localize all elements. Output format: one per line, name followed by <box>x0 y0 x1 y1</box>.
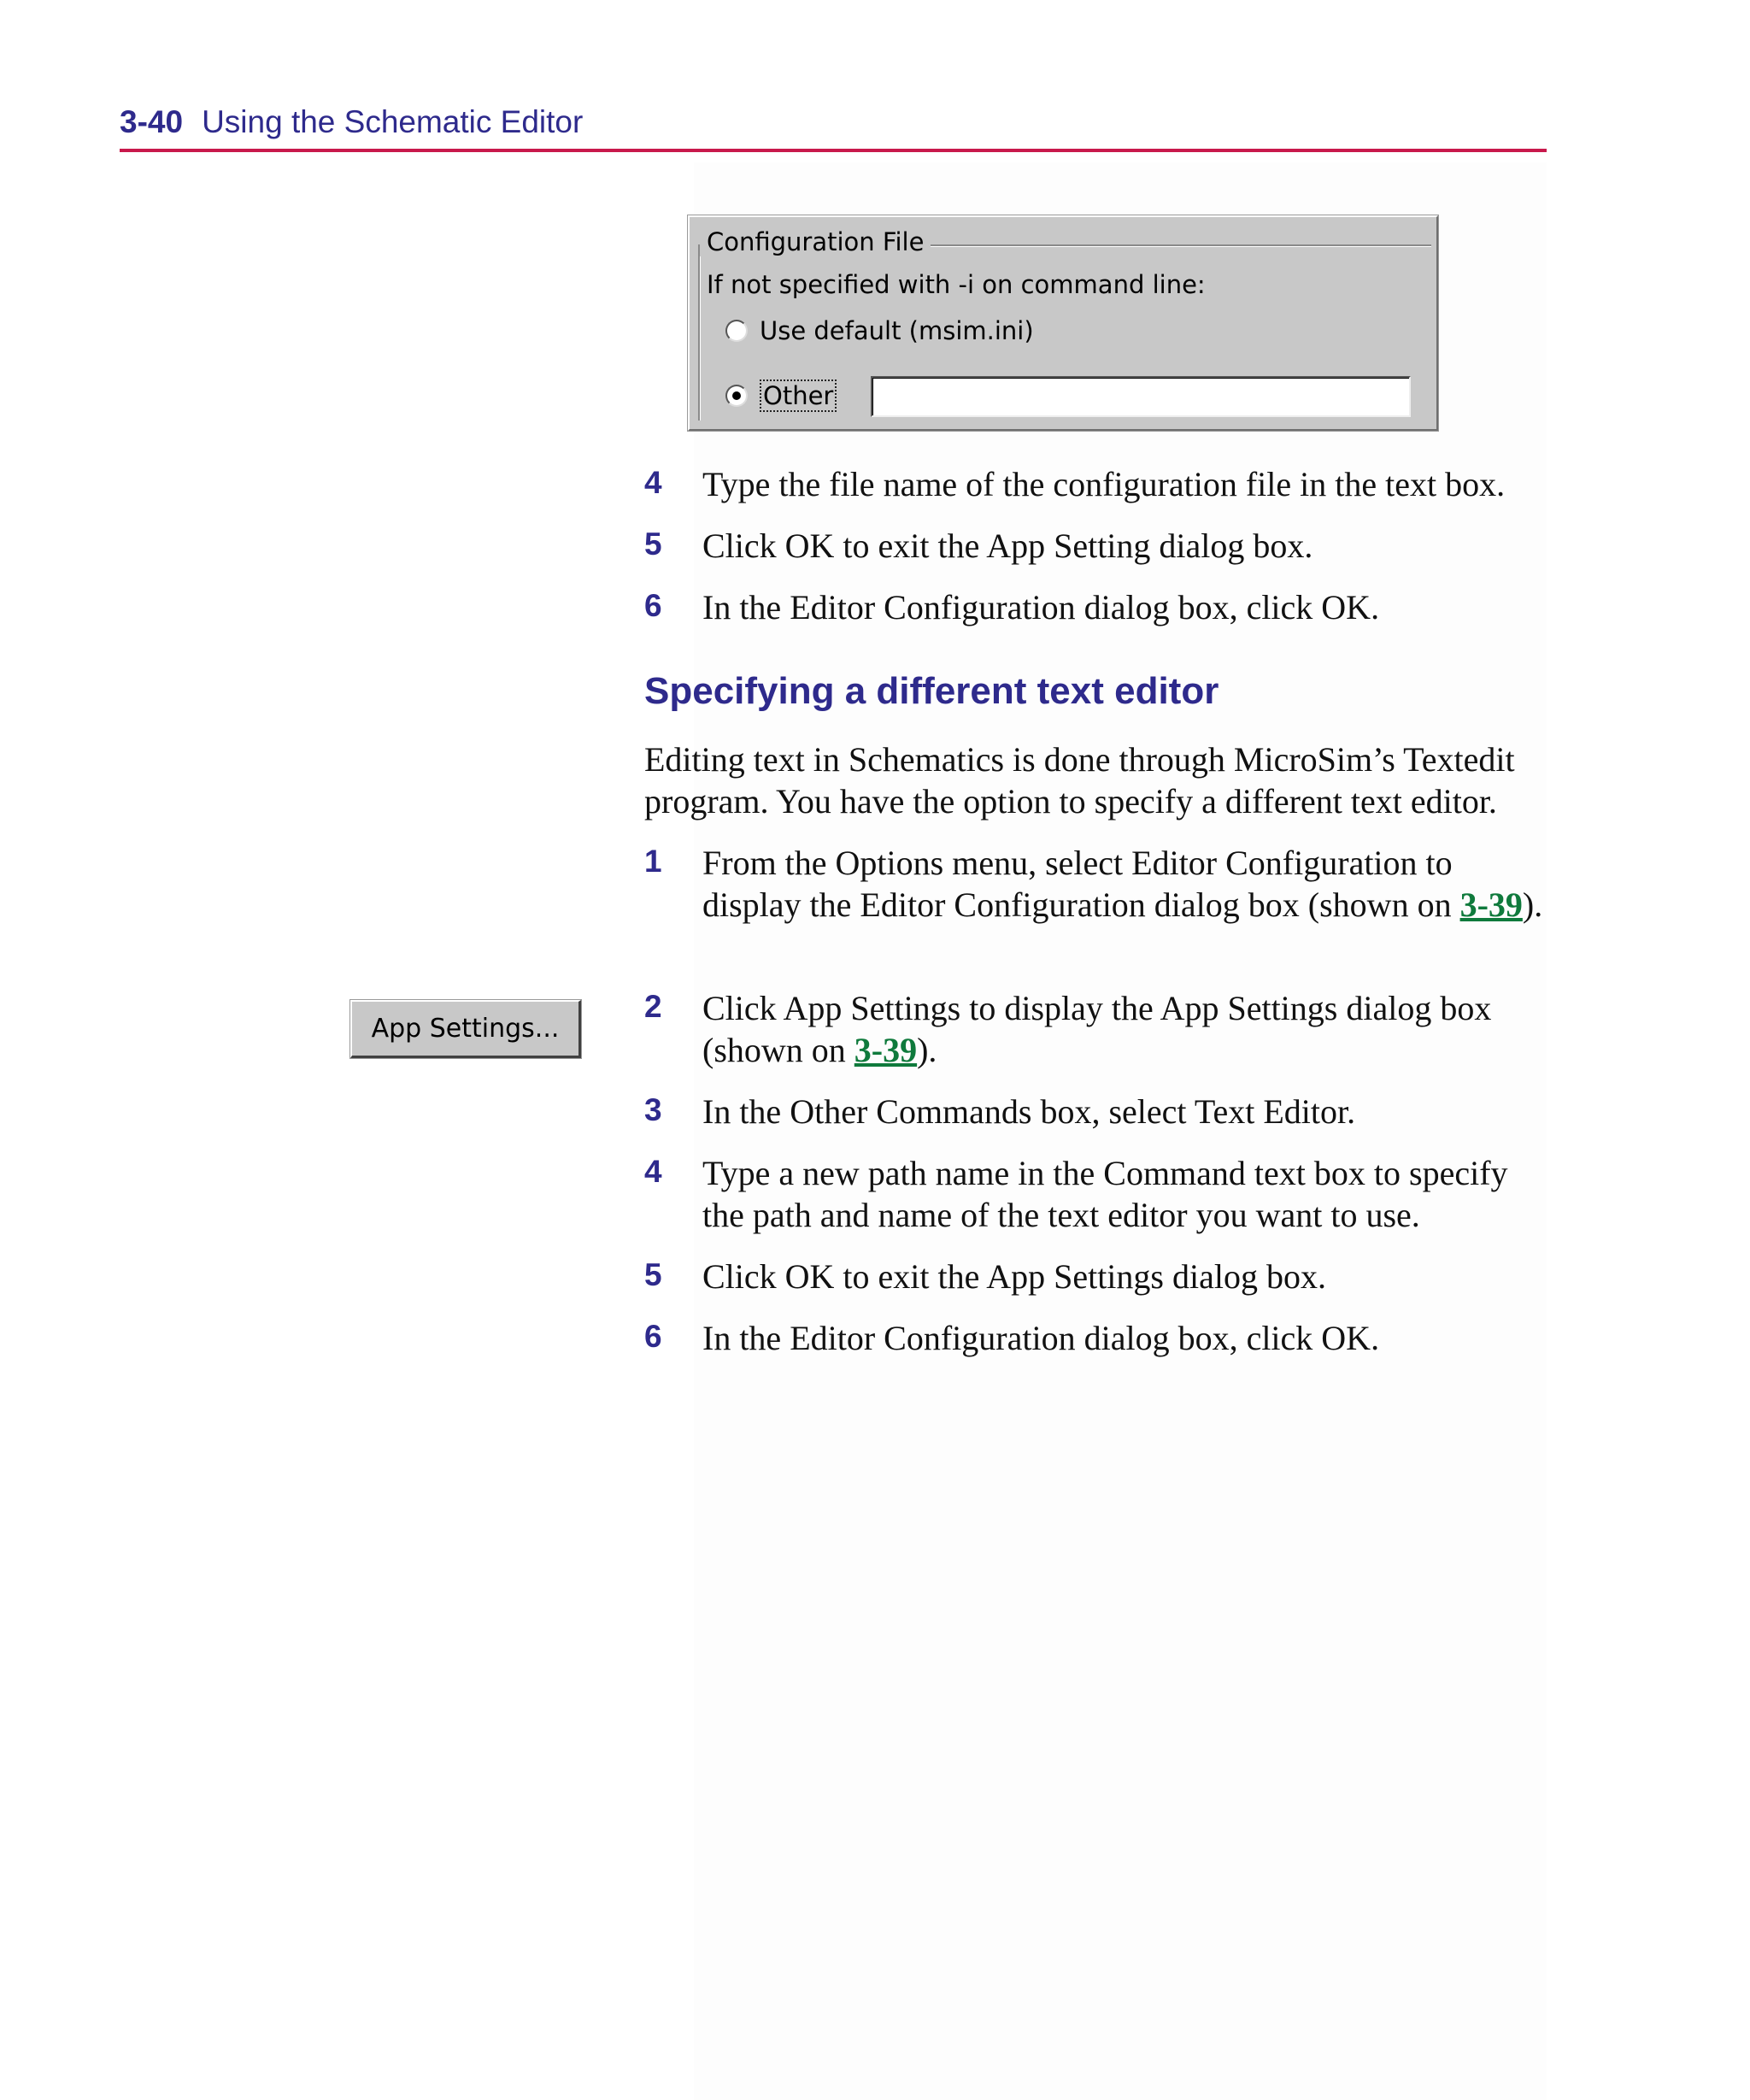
app-settings-button[interactable] <box>350 1000 581 1058</box>
list-item <box>644 1256 1550 1297</box>
list-item <box>644 463 1550 505</box>
header-rule <box>120 149 1547 152</box>
list-item <box>644 525 1550 567</box>
step-number: 3 <box>644 1092 662 1127</box>
list-item <box>644 1152 1550 1236</box>
list-item <box>644 842 1550 926</box>
step-text: In the Other Commands box, select Text Editor. <box>702 1092 1356 1131</box>
section-heading: Specifying a different text editor <box>644 670 1219 712</box>
page-number: 3-40 <box>120 104 184 139</box>
step-number: 5 <box>644 526 662 562</box>
step-number: 2 <box>644 989 662 1024</box>
step-text <box>702 987 1550 1071</box>
step-text: Click OK to exit the App Settings dialog box. <box>702 1257 1326 1296</box>
page-header <box>120 104 583 140</box>
step-number: 4 <box>644 465 662 500</box>
page-link[interactable]: 3-39 <box>1459 885 1523 924</box>
page-link[interactable]: 3-39 <box>854 1031 918 1069</box>
step-text: Type the file name of the configuration file in the text box. <box>702 465 1506 503</box>
radio-other-row[interactable] <box>725 379 837 412</box>
step-text <box>702 842 1550 926</box>
step-text-part: Click App Settings to display the App Settings dialog box (shown on <box>702 989 1492 1069</box>
dialog-prompt: If not specified with -i on command line: <box>707 270 1206 299</box>
radio-other[interactable] <box>725 385 748 407</box>
step-text: In the Editor Configuration dialog box, click OK. <box>702 1319 1380 1357</box>
step-number: 1 <box>644 844 662 879</box>
configuration-file-dialog <box>688 215 1438 431</box>
list-item <box>644 1091 1550 1132</box>
list-item <box>644 586 1550 628</box>
radio-other-label: Other <box>760 379 837 412</box>
step-text: In the Editor Configuration dialog box, click OK. <box>702 588 1380 626</box>
list-item <box>644 987 1550 1071</box>
step-text: Type a new path name in the Command text box to specify the path and name of the text editor you want to use. <box>702 1154 1508 1234</box>
step-text-part: ). <box>1522 885 1543 924</box>
step-text-part: ). <box>917 1031 937 1069</box>
list-item <box>644 1317 1550 1359</box>
radio-default-row[interactable] <box>725 316 1034 345</box>
radio-default[interactable] <box>725 320 748 342</box>
app-settings-label: App Settings... <box>371 1014 560 1044</box>
radio-default-label: Use default (msim.ini) <box>760 316 1034 345</box>
step-text-part: From the Options menu, select Editor Configuration to display the Editor Configuration dialog box (shown on <box>702 844 1460 924</box>
step-text: Click OK to exit the App Setting dialog box. <box>702 526 1313 565</box>
step-number: 6 <box>644 588 662 623</box>
chapter-title: Using the Schematic Editor <box>202 104 584 139</box>
intro-paragraph: Editing text in Schematics is done through MicroSim’s Textedit program. You have the option to specify a different text editor. <box>644 740 1515 821</box>
radio-selected-dot <box>732 391 741 400</box>
group-title: Configuration File <box>700 227 931 256</box>
step-number: 4 <box>644 1154 662 1189</box>
step-number: 5 <box>644 1257 662 1292</box>
step-number: 6 <box>644 1319 662 1354</box>
other-config-input[interactable] <box>871 376 1411 417</box>
